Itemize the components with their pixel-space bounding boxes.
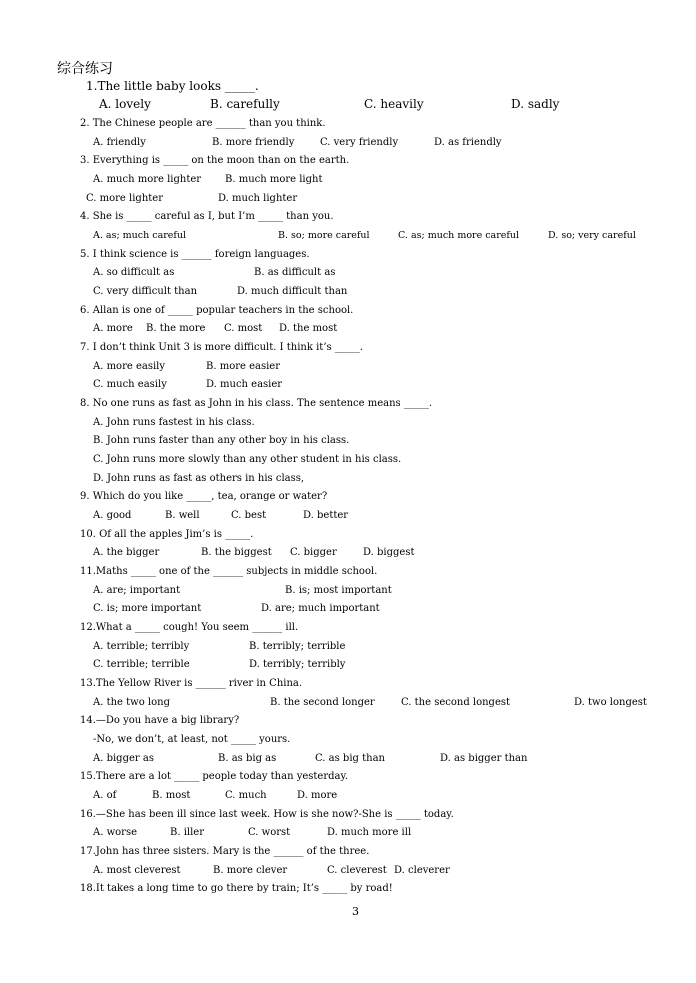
- question-15-option-b: B. most: [152, 790, 191, 801]
- question-15-option-d: D. more: [297, 790, 338, 801]
- question-12-option-a: A. terrible; terribly: [93, 641, 190, 652]
- question-11-option-a: A. are; important: [93, 585, 181, 596]
- question-9-option-c: C. best: [231, 510, 267, 521]
- question-13-option-d: D. two longest: [574, 697, 647, 708]
- question-4-option-d: D. so; very careful: [548, 230, 636, 241]
- question-9-option-b: B. well: [165, 510, 200, 521]
- question-3-option-a: A. much more lighter: [93, 174, 202, 185]
- question-17-stem: 17.John has three sisters. Mary is the ______ of the three.: [80, 846, 370, 857]
- question-15-stem: 15.There are a lot _____ people today than yesterday.: [80, 771, 348, 782]
- question-14-option-a: A. bigger as: [93, 753, 154, 764]
- question-14-option-d: D. as bigger than: [440, 753, 528, 764]
- question-9-option-d: D. better: [303, 510, 349, 521]
- question-10-stem: 10. Of all the apples Jim’s is _____.: [80, 529, 254, 540]
- question-14-stem: 14.—Do you have a big library?: [80, 715, 240, 726]
- question-17-option-b: B. more clever: [213, 865, 288, 876]
- question-6-stem: 6. Allan is one of _____ popular teachers in the school.: [80, 305, 354, 316]
- question-12-option-b: B. terribly; terrible: [249, 641, 346, 652]
- question-12-option-d: D. terribly; terribly: [249, 659, 346, 670]
- question-16-option-a: A. worse: [93, 827, 137, 838]
- question-5-option-d: D. much difficult than: [237, 286, 348, 297]
- question-8-option-a: A. John runs fastest in his class.: [93, 417, 255, 428]
- question-18-stem: 18.It takes a long time to go there by train; It’s _____ by road!: [80, 883, 393, 894]
- question-15-option-c: C. much: [225, 790, 267, 801]
- question-13-option-c: C. the second longest: [401, 697, 511, 708]
- question-9-stem: 9. Which do you like _____, tea, orange or water?: [80, 491, 328, 502]
- question-14-stem-reply: -No, we don’t, at least, not _____ yours.: [93, 734, 291, 745]
- question-17-option-d: D. cleverer: [394, 865, 450, 876]
- question-12-option-c: C. terrible; terrible: [93, 659, 190, 670]
- question-3-option-c: C. more lighter: [86, 193, 163, 204]
- question-13-option-b: B. the second longer: [270, 697, 375, 708]
- page-heading: 综合练习: [57, 61, 113, 77]
- question-3-option-d: D. much lighter: [218, 193, 298, 204]
- question-3-stem: 3. Everything is _____ on the moon than on the earth.: [80, 155, 350, 166]
- question-12-stem: 12.What a _____ cough! You seem ______ ill.: [80, 622, 299, 633]
- question-16-option-b: B. iller: [170, 827, 204, 838]
- question-7-option-d: D. much easier: [206, 379, 283, 390]
- question-14-option-c: C. as big than: [315, 753, 385, 764]
- question-8-option-b: B. John runs faster than any other boy in his class.: [93, 435, 350, 446]
- question-4-option-b: B. so; more careful: [278, 230, 370, 241]
- question-8-option-d: D. John runs as fast as others in his class,: [93, 473, 305, 484]
- question-1-option-c: C. heavily: [364, 97, 424, 111]
- question-11-option-b: B. is; most important: [285, 585, 392, 596]
- question-16-option-c: C. worst: [248, 827, 291, 838]
- question-2-option-b: B. more friendly: [212, 137, 295, 148]
- question-16-option-d: D. much more ill: [327, 827, 412, 838]
- question-7-option-a: A. more easily: [93, 361, 166, 372]
- question-8-option-c: C. John runs more slowly than any other student in his class.: [93, 454, 402, 465]
- question-7-option-b: B. more easier: [206, 361, 280, 372]
- question-1-option-d: D. sadly: [511, 97, 560, 111]
- question-6-option-c: C. most: [224, 323, 263, 334]
- question-5-stem: 5. I think science is ______ foreign languages.: [80, 249, 310, 260]
- question-2-option-a: A. friendly: [93, 137, 146, 148]
- question-5-option-c: C. very difficult than: [93, 286, 198, 297]
- question-7-option-c: C. much easily: [93, 379, 167, 390]
- question-10-option-a: A. the bigger: [93, 547, 160, 558]
- question-2-option-c: C. very friendly: [320, 137, 399, 148]
- question-4-option-a: A. as; much careful: [93, 230, 187, 241]
- question-2-option-d: D. as friendly: [434, 137, 502, 148]
- question-10-option-c: C. bigger: [290, 547, 337, 558]
- question-2-stem: 2. The Chinese people are ______ than you think.: [80, 118, 326, 129]
- question-14-option-b: B. as big as: [218, 753, 277, 764]
- question-6-option-a: A. more: [93, 323, 133, 334]
- question-1-stem: 1.The little baby looks _____.: [86, 79, 259, 93]
- question-17-option-c: C. cleverest: [327, 865, 387, 876]
- page-number: 3: [352, 905, 359, 918]
- question-1-option-a: A. lovely: [99, 97, 151, 111]
- question-15-option-a: A. of: [93, 790, 117, 801]
- question-16-stem: 16.—She has been ill since last week. How is she now?-She is _____ today.: [80, 809, 454, 820]
- question-9-option-a: A. good: [93, 510, 132, 521]
- question-11-option-c: C. is; more important: [93, 603, 202, 614]
- question-8-stem: 8. No one runs as fast as John in his class. The sentence means _____.: [80, 398, 433, 409]
- question-3-option-b: B. much more light: [225, 174, 323, 185]
- question-4-option-c: C. as; much more careful: [398, 230, 520, 241]
- question-11-option-d: D. are; much important: [261, 603, 380, 614]
- question-10-option-b: B. the biggest: [201, 547, 272, 558]
- question-7-stem: 7. I don’t think Unit 3 is more difficult. I think it’s _____.: [80, 342, 363, 353]
- question-6-option-b: B. the more: [146, 323, 206, 334]
- question-10-option-d: D. biggest: [363, 547, 415, 558]
- question-5-option-a: A. so difficult as: [93, 267, 175, 278]
- question-13-option-a: A. the two long: [93, 697, 170, 708]
- question-1-option-b: B. carefully: [210, 97, 280, 111]
- question-5-option-b: B. as difficult as: [254, 267, 336, 278]
- question-4-stem: 4. She is _____ careful as I, but I’m _____ than you.: [80, 211, 334, 222]
- question-6-option-d: D. the most: [279, 323, 338, 334]
- question-11-stem: 11.Maths _____ one of the ______ subjects in middle school.: [80, 566, 378, 577]
- question-17-option-a: A. most cleverest: [93, 865, 181, 876]
- question-13-stem: 13.The Yellow River is ______ river in China.: [80, 678, 303, 689]
